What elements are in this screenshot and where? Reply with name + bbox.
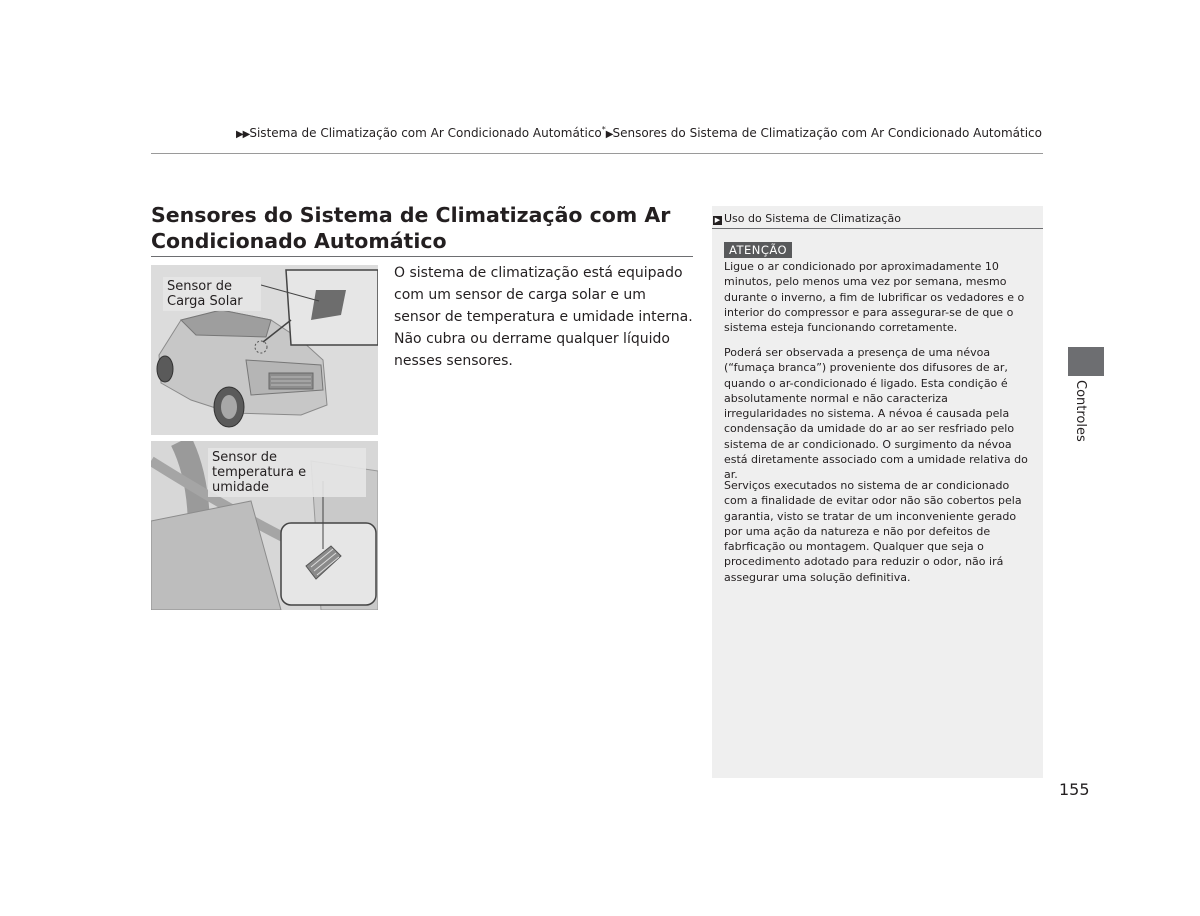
sidebar-note: [712, 206, 1043, 778]
sidebar-heading: [713, 212, 901, 225]
temperature-sensor-label: Sensor de temperatura e umidade: [208, 448, 366, 497]
breadcrumb-arrow-icon: ▶▶: [235, 129, 250, 140]
reference-arrow-icon: ▶: [714, 216, 721, 224]
sidebar-paragraph-1: Ligue o ar condicionado por aproximadamente 10 minutos, pelo menos uma vez por semana, mesmo durante o inverno, a fim de lubrificar os vedadores e o interior do compressor e para assegurar-se de que o sistema esteja funcionando corretamente.: [724, 260, 1025, 335]
breadcrumb-part-2[interactable]: Sensores do Sistema de Climatização com Ar Condicionado Automático: [612, 126, 1042, 140]
solar-sensor-figure: [151, 265, 378, 435]
breadcrumb: [236, 125, 1042, 140]
solar-sensor-label: Sensor de Carga Solar: [163, 277, 261, 311]
sidebar-heading-text: Uso do Sistema de Climatização: [724, 212, 901, 225]
breadcrumb-part-1[interactable]: Sistema de Climatização com Ar Condicionado Automático: [249, 126, 602, 140]
sidebar-paragraph-3: Serviços executados no sistema de ar condicionado com a finalidade de evitar odor não são cobertos pela garantia, visto se tratar de um inconveniente gerado por uma ação da natureza e não por defeitos de fabrficação ou montagem. Qualquer que seja o procedimento adotado para reduzir o odor, não irá assegurar uma solução definitiva.: [724, 479, 1022, 584]
title-divider: [151, 256, 693, 257]
breadcrumb-arrow-icon: ▶: [605, 129, 613, 140]
body-paragraph: O sistema de climatização está equipado com um sensor de carga solar e um sensor de temperatura e umidade interna. Não cubra ou derrame qualquer líquido nesses sensores.: [394, 265, 693, 369]
chapter-tab-label[interactable]: Controles: [1073, 380, 1088, 442]
header-divider: [151, 153, 1043, 154]
caution-badge: ATENÇÃO: [724, 242, 792, 258]
sidebar-divider: [712, 228, 1043, 229]
chapter-tab[interactable]: [1068, 347, 1104, 376]
sidebar-paragraph-2: Poderá ser observada a presença de uma névoa (“fumaça branca”) proveniente dos difusores de ar, quando o ar-condicionado é ligado. Esta condição é absolutamente normal e não caracteriza irregularidades no sistema. A névoa é causada pela condensação da umidade do ar ao ser resfriado pelo sistema de ar condicionado. O surgimento da névoa está diretamente associado com a umidade relativa do ar.: [724, 346, 1028, 482]
asterisk-icon: *: [601, 125, 606, 134]
temperature-sensor-figure: [151, 441, 378, 610]
page-number: 155: [1059, 780, 1090, 799]
page-title: Sensores do Sistema de Climatização com Ar Condicionado Automático: [151, 203, 671, 253]
